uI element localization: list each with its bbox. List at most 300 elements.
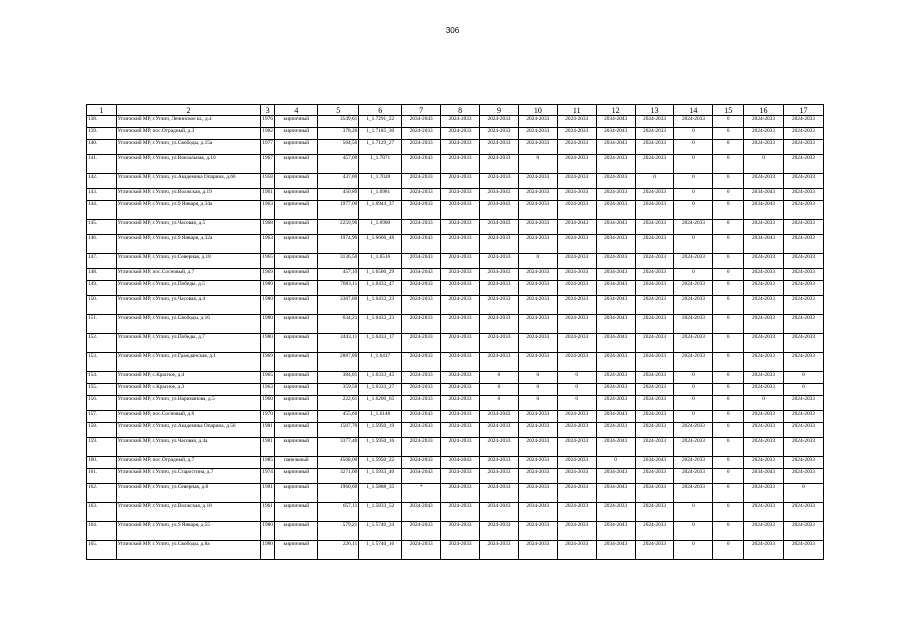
- table-cell: кирпичный: [275, 334, 318, 353]
- table-cell: 2024-2033: [635, 281, 674, 296]
- table-cell: 2024-2033: [744, 438, 784, 457]
- table-cell: 1963: [261, 384, 275, 396]
- table-cell: 1980: [261, 522, 275, 541]
- table-cell: 2024-2033: [402, 201, 441, 220]
- table-cell: 2024-2033: [441, 155, 480, 174]
- table-cell: 0: [713, 411, 744, 423]
- table-cell: 0: [713, 140, 744, 155]
- table-cell: 2024-2033: [480, 128, 519, 140]
- table-cell: 634,21: [318, 315, 359, 334]
- table-cell: 1_1.5950_16: [359, 438, 402, 457]
- address-cell: Угличский МР, г.Углич, ул.Свободы, д.8а: [116, 541, 260, 560]
- table-cell: 2024-2033: [557, 423, 596, 438]
- table-cell: 2024-2033: [596, 174, 635, 189]
- table-cell: 2024-2033: [635, 315, 674, 334]
- table-cell: 1_1.6433_17: [359, 334, 402, 353]
- table-cell: 1961: [261, 503, 275, 522]
- table-cell: 0: [713, 269, 744, 281]
- table-cell: 2024-2033: [744, 353, 784, 372]
- table-cell: 2034-2043: [744, 201, 784, 220]
- table-cell: кирпичный: [275, 201, 318, 220]
- table-row: [87, 201, 824, 220]
- address-cell: Угличский МР, г.Углич, ул.9 Января, д.55: [116, 522, 260, 541]
- table-cell: кирпичный: [275, 353, 318, 372]
- table-cell: 2034-2043: [557, 220, 596, 235]
- table-cell: 0: [557, 372, 596, 384]
- table-cell: 3377,40: [318, 438, 359, 457]
- table-cell: 2024-2033: [402, 438, 441, 457]
- address-cell: Угличский МР, г.Углич, ул.Победы, д.5: [116, 281, 260, 296]
- table-cell: 1967: [261, 155, 275, 174]
- table-cell: 2024-2033: [557, 296, 596, 315]
- table-cell: 2024-2033: [441, 254, 480, 269]
- table-cell: 1_1.7185_30: [359, 128, 402, 140]
- table-cell: 1_1.6433_23: [359, 296, 402, 315]
- table-cell: 2024-2033: [518, 315, 557, 334]
- table-cell: 2034-2043: [744, 469, 784, 484]
- table-cell: 2024-2033: [518, 174, 557, 189]
- table-cell: 2024-2033: [402, 140, 441, 155]
- table-cell: 0: [713, 254, 744, 269]
- table-cell: 153.: [87, 353, 117, 372]
- address-cell: Угличский МР, г.Углич, ул.Часовая, д.5: [116, 220, 260, 235]
- table-cell: 2024-2033: [402, 522, 441, 541]
- address-cell: Угличский МР, г.Углич, ул.Северная, д.18: [116, 254, 260, 269]
- table-cell: 384,81: [318, 372, 359, 384]
- table-cell: 2024-2033: [557, 438, 596, 457]
- table-cell: 2024-2033: [783, 353, 823, 372]
- table-cell: кирпичный: [275, 220, 318, 235]
- table-cell: 2024-2033: [635, 438, 674, 457]
- table-cell: 0: [674, 384, 713, 396]
- table-cell: 0: [713, 353, 744, 372]
- table-cell: 2024-2033: [402, 396, 441, 411]
- table-cell: 2024-2033: [441, 396, 480, 411]
- table-cell: 0: [713, 201, 744, 220]
- table-cell: 2024-2033: [635, 269, 674, 281]
- table-row: [87, 315, 824, 334]
- table-cell: 2024-2033: [518, 484, 557, 503]
- table-cell: 2024-2033: [441, 411, 480, 423]
- table-cell: кирпичный: [275, 541, 318, 560]
- table-cell: 2024-2033: [480, 469, 519, 484]
- table-row: [87, 353, 824, 372]
- table-cell: 2024-2033: [402, 174, 441, 189]
- table-cell: 0: [783, 484, 823, 503]
- table-cell: кирпичный: [275, 372, 318, 384]
- table-cell: 1969: [261, 353, 275, 372]
- address-cell: Угличский МР, г.Углич, ул.Волжская, д.18: [116, 503, 260, 522]
- table-cell: 2024-2033: [783, 469, 823, 484]
- table-cell: 0: [713, 174, 744, 189]
- table-cell: 2024-2033: [596, 189, 635, 201]
- table-cell: 2024-2033: [635, 155, 674, 174]
- table-cell: 2024-2033: [557, 411, 596, 423]
- table-cell: 2024-2033: [518, 438, 557, 457]
- table-cell: 2034-2043: [596, 411, 635, 423]
- table-cell: 2034-2043: [402, 235, 441, 254]
- table-cell: 2024-2033: [557, 128, 596, 140]
- table-cell: 2034-2043: [596, 315, 635, 334]
- table-cell: 2024-2033: [635, 423, 674, 438]
- column-number-cell: 7: [402, 105, 441, 116]
- table-cell: 1965: [261, 254, 275, 269]
- table-cell: 0: [518, 155, 557, 174]
- table-cell: 1980: [261, 296, 275, 315]
- table-cell: 2024-2033: [402, 189, 441, 201]
- table-cell: 2024-2033: [441, 353, 480, 372]
- table-cell: 0: [674, 128, 713, 140]
- table-cell: 2024-2033: [557, 541, 596, 560]
- table-cell: 2024-2033: [557, 116, 596, 128]
- table-cell: 0: [713, 116, 744, 128]
- table-cell: 2024-2033: [635, 235, 674, 254]
- table-cell: 2034-2043: [596, 128, 635, 140]
- table-cell: 2024-2033: [744, 128, 784, 140]
- column-number-cell: 10: [518, 105, 557, 116]
- table-cell: кирпичный: [275, 396, 318, 411]
- table-cell: 2034-2043: [480, 201, 519, 220]
- table-cell: 222,61: [318, 396, 359, 411]
- table-cell: 146.: [87, 235, 117, 254]
- table-cell: 0: [674, 174, 713, 189]
- table-cell: 2024-2033: [635, 189, 674, 201]
- table-cell: 2024-2033: [441, 140, 480, 155]
- table-cell: 2024-2033: [783, 189, 823, 201]
- column-number-cell: 16: [744, 105, 784, 116]
- table-row: [87, 128, 824, 140]
- table-cell: 2024-2033: [557, 353, 596, 372]
- table-cell: 2024-2033: [557, 469, 596, 484]
- table-row: [87, 220, 824, 235]
- table-cell: 2024-2033: [557, 503, 596, 522]
- table-cell: 2034-2043: [480, 189, 519, 201]
- table-cell: 2887,80: [318, 353, 359, 372]
- table-cell: 148.: [87, 269, 117, 281]
- table-cell: 2024-2033: [596, 384, 635, 396]
- table-cell: 2034-2043: [596, 334, 635, 353]
- table-cell: 0: [674, 396, 713, 411]
- table-cell: 2024-2033: [744, 541, 784, 560]
- table-cell: 2024-2033: [441, 423, 480, 438]
- table-row: [87, 116, 824, 128]
- table-cell: 2024-2033: [402, 296, 441, 315]
- table-cell: 0: [557, 384, 596, 396]
- table-cell: 657,11: [318, 503, 359, 522]
- table-cell: 2024-2033: [744, 457, 784, 469]
- table-cell: 2024-2033: [635, 128, 674, 140]
- table-cell: 2024-2033: [635, 334, 674, 353]
- table-cell: 2024-2033: [635, 296, 674, 315]
- table-cell: 2034-2043: [596, 296, 635, 315]
- table-cell: 2024-2033: [783, 503, 823, 522]
- table-cell: 2034-2043: [402, 469, 441, 484]
- table-cell: 2034-2043: [596, 281, 635, 296]
- table-cell: 2024-2033: [783, 220, 823, 235]
- table-cell: 147.: [87, 254, 117, 269]
- table-cell: 2024-2033: [674, 423, 713, 438]
- table-cell: 2024-2033: [557, 315, 596, 334]
- table-cell: 2024-2033: [635, 522, 674, 541]
- table-cell: 2024-2033: [402, 423, 441, 438]
- table-cell: 2034-2043: [402, 254, 441, 269]
- table-cell: 2024-2033: [480, 155, 519, 174]
- table-cell: кирпичный: [275, 384, 318, 396]
- column-number-cell: 14: [674, 105, 713, 116]
- table-cell: кирпичный: [275, 296, 318, 315]
- table-cell: 2024-2033: [557, 281, 596, 296]
- table-cell: 2024-2033: [518, 522, 557, 541]
- table-cell: 2034-2043: [402, 269, 441, 281]
- table-cell: 2024-2033: [480, 281, 519, 296]
- table-cell: 1960: [261, 396, 275, 411]
- table-cell: 140.: [87, 140, 117, 155]
- table-cell: 4568,00: [318, 457, 359, 469]
- table-cell: 142.: [87, 174, 117, 189]
- table-cell: 151.: [87, 315, 117, 334]
- table-cell: 2024-2033: [783, 396, 823, 411]
- table-cell: 2024-2033: [402, 541, 441, 560]
- table-cell: 155.: [87, 384, 117, 396]
- table-cell: 0: [713, 281, 744, 296]
- address-cell: Угличский МР, г.Углич, ул.Свободы, д.15а: [116, 140, 260, 155]
- table-cell: 2024-2033: [441, 116, 480, 128]
- table-cell: 2024-2033: [744, 296, 784, 315]
- table-cell: 2034-2043: [480, 220, 519, 235]
- table-cell: 2024-2033: [518, 235, 557, 254]
- table-cell: 0: [713, 372, 744, 384]
- table-cell: 2024-2033: [783, 254, 823, 269]
- table-cell: 2024-2033: [518, 353, 557, 372]
- table-cell: 0: [783, 384, 823, 396]
- table-cell: 0: [713, 396, 744, 411]
- table-cell: 0: [480, 372, 519, 384]
- table-cell: кирпичный: [275, 411, 318, 423]
- table-cell: кирпичный: [275, 484, 318, 503]
- table-cell: 2034-2043: [596, 469, 635, 484]
- table-cell: 3387,80: [318, 296, 359, 315]
- column-number-cell: 1: [87, 105, 117, 116]
- table-cell: 2024-2033: [480, 315, 519, 334]
- table-cell: 0: [713, 484, 744, 503]
- column-number-cell: 4: [275, 105, 318, 116]
- table-cell: 2024-2033: [557, 140, 596, 155]
- table-cell: 2034-2043: [402, 116, 441, 128]
- table-cell: 144.: [87, 201, 117, 220]
- column-number-cell: 9: [480, 105, 519, 116]
- table-cell: 2024-2033: [674, 220, 713, 235]
- table-cell: 0: [713, 457, 744, 469]
- table-cell: 2024-2033: [635, 201, 674, 220]
- table-cell: кирпичный: [275, 469, 318, 484]
- table-cell: 1963: [261, 201, 275, 220]
- capital-repair-table: [86, 104, 824, 560]
- table-cell: 2024-2033: [744, 411, 784, 423]
- table-cell: 2024-2033: [518, 201, 557, 220]
- column-number-row: [87, 105, 824, 116]
- table-cell: 0: [480, 396, 519, 411]
- table-cell: 2024-2033: [480, 235, 519, 254]
- table-cell: кирпичный: [275, 128, 318, 140]
- address-cell: Угличский МР, пос.Сосновый, д.7: [116, 269, 260, 281]
- table-cell: 1977,00: [318, 201, 359, 220]
- table-cell: 2024-2033: [441, 315, 480, 334]
- table-cell: 1965: [261, 372, 275, 384]
- table-cell: 165.: [87, 541, 117, 560]
- table-cell: 2024-2033: [557, 484, 596, 503]
- table-cell: 1985: [261, 457, 275, 469]
- table-cell: 162.: [87, 484, 117, 503]
- table-cell: 2024-2033: [480, 457, 519, 469]
- table-cell: 1_1.6148: [359, 411, 402, 423]
- table-cell: 2024-2033: [674, 484, 713, 503]
- table-cell: 2024-2033: [480, 140, 519, 155]
- table-row: [87, 296, 824, 315]
- table-cell: 2024-2033: [635, 503, 674, 522]
- table-cell: 2024-2033: [635, 140, 674, 155]
- table-cell: 2024-2033: [783, 235, 823, 254]
- table-cell: 2024-2033: [480, 116, 519, 128]
- table-cell: 2024-2033: [744, 116, 784, 128]
- table-cell: 2024-2033: [635, 384, 674, 396]
- table-cell: 164.: [87, 522, 117, 541]
- table-cell: 2024-2033: [441, 269, 480, 281]
- table-cell: 2034-2043: [596, 269, 635, 281]
- table-cell: 2024-2033: [480, 522, 519, 541]
- table-row: [87, 189, 824, 201]
- table-cell: 2024-2033: [518, 296, 557, 315]
- table-cell: 0: [713, 296, 744, 315]
- address-cell: Угличский МР, пос.Отрадный, д.3: [116, 128, 260, 140]
- table-cell: 2024-2033: [744, 484, 784, 503]
- table-cell: 154.: [87, 372, 117, 384]
- table-row: [87, 372, 824, 384]
- table-cell: 1_1.6516: [359, 254, 402, 269]
- table-cell: 2024-2033: [518, 541, 557, 560]
- table-row: [87, 155, 824, 174]
- table-cell: 2024-2033: [441, 235, 480, 254]
- table-cell: кирпичный: [275, 423, 318, 438]
- table-cell: 1974: [261, 469, 275, 484]
- table-cell: 2034-2043: [596, 438, 635, 457]
- table-cell: кирпичный: [275, 155, 318, 174]
- table-cell: 1_1.6433_23: [359, 315, 402, 334]
- table-cell: *: [402, 484, 441, 503]
- table-cell: 2024-2033: [674, 438, 713, 457]
- page-number: 306: [445, 26, 460, 35]
- table-cell: 1_1.6900: [359, 220, 402, 235]
- table-cell: 2034-2043: [480, 411, 519, 423]
- table-cell: 2024-2033: [783, 269, 823, 281]
- table-cell: 2024-2033: [557, 334, 596, 353]
- table-cell: 378,20: [318, 128, 359, 140]
- table-cell: 2024-2033: [402, 457, 441, 469]
- table-cell: 0: [674, 522, 713, 541]
- table-cell: 2024-2033: [480, 484, 519, 503]
- table-cell: 2024-2033: [596, 254, 635, 269]
- table-cell: 455,60: [318, 411, 359, 423]
- table-cell: кирпичный: [275, 438, 318, 457]
- table-cell: 2034-2043: [596, 522, 635, 541]
- table-cell: 2024-2033: [674, 457, 713, 469]
- table-cell: 163.: [87, 503, 117, 522]
- address-cell: Угличский МР, пос.Отрадный, д.7: [116, 457, 260, 469]
- address-cell: Угличский МР, с.Красное, д.3: [116, 384, 260, 396]
- table-cell: 2443,11: [318, 334, 359, 353]
- address-cell: Угличский МР, г.Углич, ул.Свободы, д.16: [116, 315, 260, 334]
- table-cell: 1970: [261, 411, 275, 423]
- table-cell: 2024-2033: [441, 384, 480, 396]
- table-cell: 2024-2033: [441, 541, 480, 560]
- table-cell: 2024-2033: [744, 423, 784, 438]
- table-cell: 1_1.6333_27: [359, 384, 402, 396]
- table-cell: 2024-2033: [674, 353, 713, 372]
- table-cell: 2024-2033: [557, 457, 596, 469]
- table-cell: кирпичный: [275, 281, 318, 296]
- table-cell: кирпичный: [275, 315, 318, 334]
- table-cell: 2024-2033: [635, 116, 674, 128]
- table-row: [87, 334, 824, 353]
- table-cell: 157.: [87, 411, 117, 423]
- table-cell: 2024-2033: [402, 315, 441, 334]
- table-cell: 1974,90: [318, 235, 359, 254]
- table-cell: 2024-2033: [783, 140, 823, 155]
- table-cell: 152.: [87, 334, 117, 353]
- table-cell: 2024-2033: [402, 220, 441, 235]
- table-row: [87, 235, 824, 254]
- table-cell: 0: [713, 469, 744, 484]
- column-number-cell: 13: [635, 105, 674, 116]
- table-cell: 2034-2043: [402, 503, 441, 522]
- table-cell: 2034-2043: [480, 269, 519, 281]
- table-cell: 2024-2033: [480, 174, 519, 189]
- table-cell: 2024-2033: [635, 372, 674, 384]
- table-cell: 564,50: [318, 140, 359, 155]
- table-cell: кирпичный: [275, 189, 318, 201]
- table-cell: 2024-2033: [674, 315, 713, 334]
- table-cell: 2024-2033: [783, 201, 823, 220]
- table-cell: 0: [713, 220, 744, 235]
- address-cell: Угличский МР, г.Углич, ул.Часовая, д.4: [116, 296, 260, 315]
- table-cell: кирпичный: [275, 522, 318, 541]
- table-cell: кирпичный: [275, 503, 318, 522]
- table-cell: 2024-2033: [783, 155, 823, 174]
- column-number-cell: 6: [359, 105, 402, 116]
- table-cell: 359,50: [318, 384, 359, 396]
- table-cell: 2024-2033: [744, 334, 784, 353]
- table-cell: 2034-2043: [596, 116, 635, 128]
- table-cell: кирпичный: [275, 116, 318, 128]
- table-cell: 160.: [87, 457, 117, 469]
- table-cell: 1960,60: [318, 484, 359, 503]
- table-row: [87, 396, 824, 411]
- table-cell: 0: [674, 411, 713, 423]
- table-cell: 2024-2033: [441, 174, 480, 189]
- table-cell: 1_1.6417: [359, 353, 402, 372]
- table-cell: 2034-2043: [596, 220, 635, 235]
- table-cell: 1_1.6944_37: [359, 201, 402, 220]
- table-cell: 2024-2033: [783, 128, 823, 140]
- table-cell: 1958: [261, 174, 275, 189]
- table-cell: 2024-2033: [744, 269, 784, 281]
- table-cell: 1981: [261, 438, 275, 457]
- table-cell: 1968: [261, 220, 275, 235]
- table-row: [87, 174, 824, 189]
- table-row: [87, 254, 824, 269]
- table-cell: 2024-2033: [441, 522, 480, 541]
- table-cell: 1_1.6981: [359, 189, 402, 201]
- table-body: [87, 116, 824, 560]
